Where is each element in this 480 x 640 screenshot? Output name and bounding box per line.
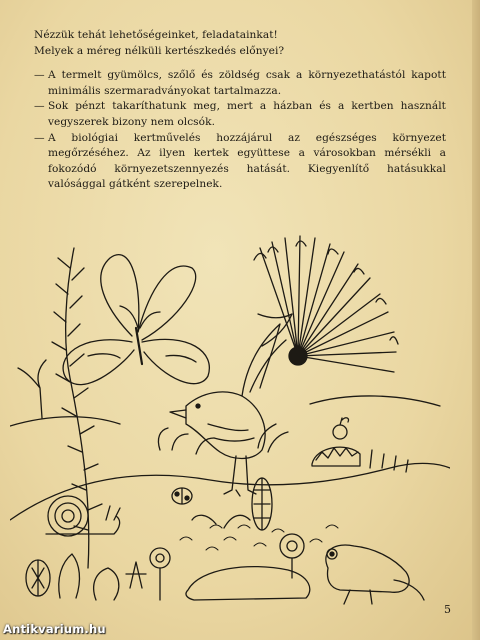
snail — [46, 496, 120, 536]
ladybug — [172, 488, 192, 504]
stone — [186, 567, 310, 600]
page-edge — [472, 0, 480, 640]
text-block — [34, 28, 446, 193]
list-item — [34, 99, 446, 130]
fern — [52, 248, 102, 568]
list-item-text: Sok pénzt takaríthatunk meg, mert a házban és a kertben használt vegyszerek bizony nem olcsók. — [48, 100, 446, 128]
intro-line-2: Melyek a méreg nélküli kertészkedés előnyei? — [34, 44, 285, 57]
list-item — [34, 131, 446, 193]
garden-illustration — [10, 228, 450, 608]
hedgehog — [312, 418, 360, 466]
sun-rays — [254, 236, 398, 372]
dash: — — [34, 131, 45, 144]
dash: — — [34, 69, 45, 82]
frog — [326, 545, 424, 604]
bird — [170, 314, 292, 496]
dash: — — [34, 100, 45, 113]
advantages-list — [34, 68, 446, 193]
list-item-text: A termelt gyümölcs, szőlő és zöldség csak a környezethatástól kapott minimális szermaradványokat tartalmazza. — [48, 69, 446, 97]
intro — [34, 28, 446, 59]
sprig — [18, 360, 46, 418]
list-item — [34, 68, 446, 99]
list-item-text: A biológiai kertművelés hozzájárul az egészséges környezet megőrzéséhez. Az ilyen kertek együttese a városokban mérsékli a fokozódó környezetszennyezés hatását. Kiegyenlítő hatásukkal valósággal gátként szerepelnek. — [48, 131, 446, 191]
page-number: 5 — [444, 603, 451, 616]
intro-line-1: Nézzük tehát lehetőségeinket, feladatainkat! — [34, 29, 278, 41]
watermark: Antikvarium.hu — [3, 622, 106, 636]
butterfly — [63, 255, 209, 385]
